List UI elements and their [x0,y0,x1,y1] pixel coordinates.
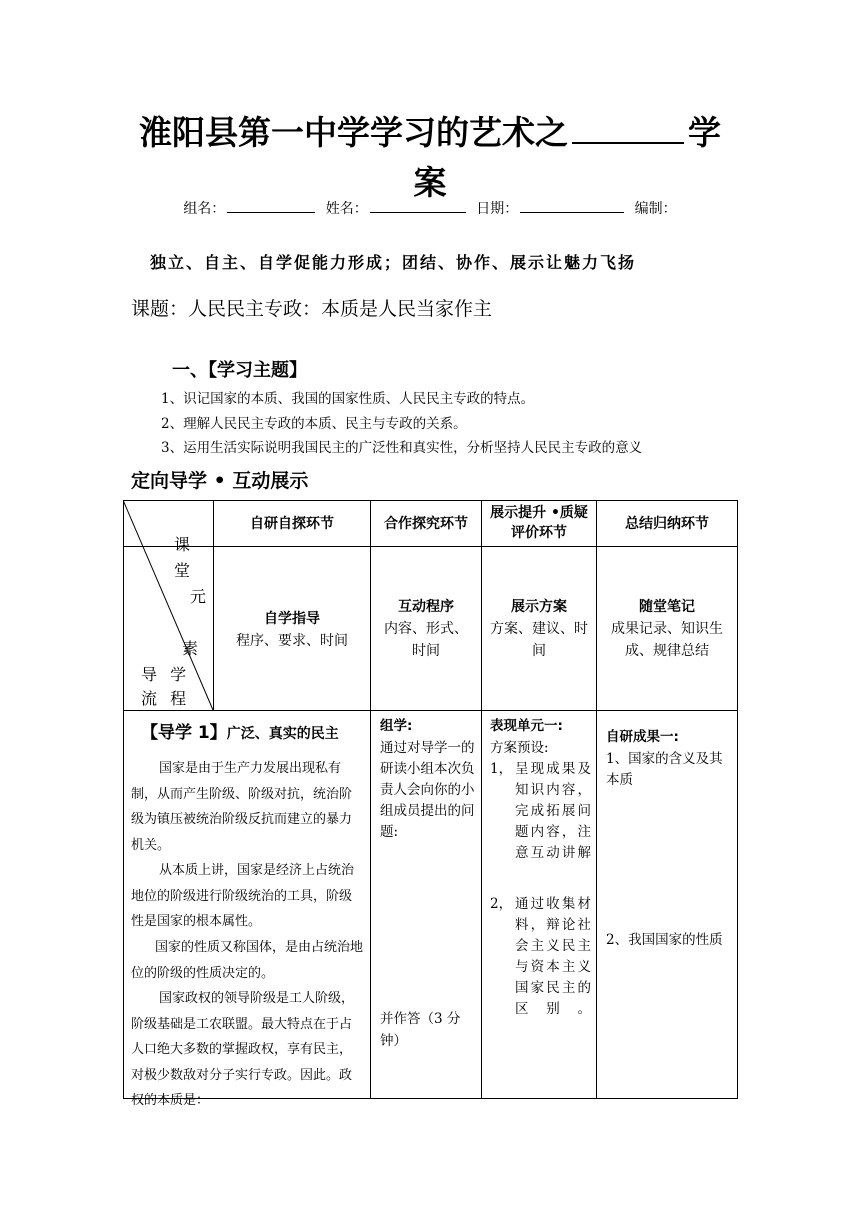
present-heading: 表现单元一: [490,718,563,734]
study-table [123,500,738,1108]
table-border [737,500,738,1099]
corner-label: 课 [174,535,191,554]
guide-heading: 定向导学 • 互动展示 [131,470,309,492]
table-border [370,500,371,1099]
lesson-topic: 课题：人民民主专政：本质是人民当家作主 [131,298,493,320]
corner-label: 导 学 [141,665,191,684]
row2-summary [603,596,731,662]
row2-text: 内容、形式、时间 [384,621,468,659]
row2-bold: 展示方案 [511,599,567,615]
present-num: 2， [490,896,513,912]
row2-text: 方案、建议、时间 [490,621,588,659]
corner-label: 元 [190,587,207,606]
header-cooperation: 合作探究环节 [384,516,468,532]
title-text: 淮阳县第一中学学习的艺术之 [139,113,568,152]
header-summary: 总结归纳环节 [625,516,709,532]
guide1-paragraph: 国家政权的领导阶级是工人阶级，阶级基础是工农联盟。最大特点在于占人口绝大多数的掌握政权，享有民主，对极少数敌对分子实行专政。因此。政权的本质是： [131,991,355,1108]
name-label: 姓名： [325,201,368,217]
row2-presentation [489,596,589,662]
info-line [0,198,860,218]
row2-bold: 自学指导 [264,611,320,627]
guide1-paragraph: 从本质上讲，国家是经济上占统治地位的阶级进行阶级统治的工具，阶级性是国家的根本属性。 [131,863,355,929]
goal-item: 2、理解人民民主专政的本质、民主与专政的关系。 [161,416,467,432]
row2-self-study [214,608,370,652]
guide1-paragraph: 国家是由于生产力发展出现私有制，从而产生阶级、阶级对抗，统治阶级为镇压被统治阶级反抗而建立的暴力机关。 [131,761,353,853]
row2-text: 成果记录、知识生成、规律总结 [611,621,723,659]
table-border [481,500,482,1099]
guide1-paragraph: 国家的性质又称国体，是由占统治地位的阶级的性质决定的。 [131,940,364,981]
goal-item: 1、识记国家的本质、我国的国家性质、人民民主专政的特点。 [161,391,535,407]
summary-item: 1、国家的含义及其本质 [606,751,723,788]
header-self-study: 自研自探环节 [250,516,334,532]
row2-bold: 随堂笔记 [639,599,695,615]
motto: 独立、自主、自学促能力形成；团结、协作、展示让魅力飞扬 [150,253,637,272]
summary-item: 2、我国国家的性质 [606,932,723,948]
coop-heading: 组学: [380,718,413,734]
summary-heading: 自研成果一: [606,729,679,745]
present-pre: 方案预设: [490,740,549,756]
guide1-title: 广泛、真实的民主 [226,726,339,742]
date-field[interactable] [520,198,624,213]
corner-label: 堂 [174,561,191,580]
header-presentation: 展示提升 •质疑评价环节 [490,505,588,541]
document-title [120,108,740,208]
corner-label: 流 程 [141,689,191,708]
table-border [123,546,738,547]
coop-answer: 并作答（3 分钟） [380,1011,461,1049]
title-text-suffix: 学 [688,113,721,152]
corner-label: 素 [182,639,199,658]
guide1-heading [141,721,339,748]
name-field[interactable] [370,198,466,213]
table-border [123,710,738,711]
editor-label: 编制： [634,201,677,217]
present-num: 1， [490,761,513,777]
group-field[interactable] [227,198,315,213]
section-heading: 一、【学习主题】 [172,360,307,381]
date-label: 日期： [476,201,519,217]
row2-bold: 互动程序 [398,599,454,615]
table-border [123,500,738,501]
coop-text: 通过对导学一的研读小组本次负责人会向你的小组成员提出的问题: [380,740,475,840]
row2-cooperation [379,596,473,662]
title-blank[interactable] [572,108,684,144]
guide1-bracket: 【导学 1】 [141,723,227,743]
table-border [596,500,597,1099]
goal-item: 3、运用生活实际说明我国民主的广泛性和真实性，分析坚持人民民主专政的意义 [161,440,643,456]
row2-text: 程序、要求、时间 [236,633,348,649]
title-text-line2: 案 [413,163,447,202]
present-item: 呈现成果及知识内容，完成拓展问题内容，注意互动讲解 [515,761,591,861]
group-label: 组名： [183,201,226,217]
present-item: 通过收集材料，辩论社会主义民主与资本主义国家民主的区别。 [515,896,591,1017]
